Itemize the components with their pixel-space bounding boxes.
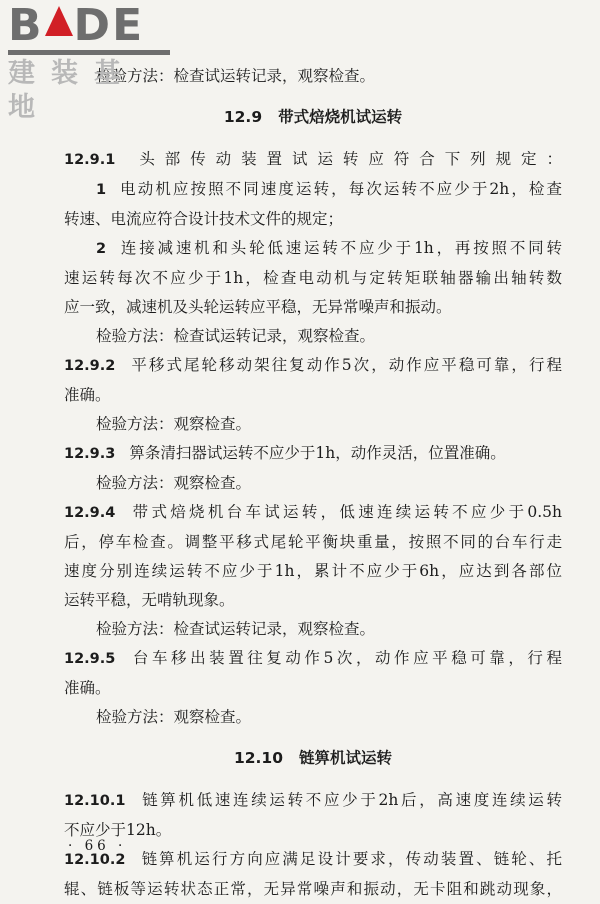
item-2-line-c: 应一致，减速机及头轮运转应平稳，无异常噪声和振动。 (64, 298, 452, 316)
clause-12-9-4-line-d: 运转平稳，无啃轨现象。 (64, 591, 235, 609)
item-2-line-b: 速运转每次不应少于1h，检查电动机与定转矩联轴器输出轴转数 (64, 269, 562, 287)
clause-12-10-1 (64, 786, 562, 816)
item-1-line-b: 转速、电流应符合设计技术文件的规定； (64, 210, 344, 228)
method-line-3: 检验方法：观察检查。 (96, 474, 252, 492)
method-line-0: 检验方法：检查试运转记录，观察检查。 (96, 67, 376, 85)
item-1-line-a (64, 175, 562, 205)
watermark-letters-de: DE (73, 0, 145, 51)
watermark-chevron-icon (45, 6, 73, 36)
clause-12-9-4-line-b: 后，停车检查。调整平移式尾轮平衡块重量，按照不同的台车行走 (64, 533, 562, 551)
item-text: 电动机应按照不同速度运转，每次运转不应少于2h，检查 (118, 180, 562, 198)
clause-12-9-3 (64, 439, 562, 469)
method-line-1: 检验方法：检查试运转记录，观察检查。 (96, 327, 376, 345)
watermark-latin-text (8, 0, 178, 51)
clause-text: 台车移出装置往复动作5次，动作应平稳可靠，行程 (129, 649, 562, 667)
clause-number: 12.9.2 (64, 358, 116, 374)
section-title: 链箅机试运转 (299, 749, 393, 767)
clause-12-9-5 (64, 644, 562, 674)
clause-number: 12.9.1 (64, 152, 116, 168)
clause-12-9-4-line-c: 速度分别连续运转不应少于1h，累计不应少于6h，应达到各部位 (64, 562, 562, 580)
clause-number: 12.10.2 (64, 852, 126, 868)
clause-12-9-2 (64, 351, 562, 381)
bade-watermark-logo (8, 0, 178, 125)
item-2-line-a (64, 234, 562, 264)
method-line-2: 检验方法：观察检查。 (96, 415, 252, 433)
clause-number: 12.9.5 (64, 651, 116, 667)
clause-text: 头部传动装置试运转应符合下列规定： (129, 150, 562, 168)
section-number: 12.10 (233, 749, 283, 767)
method-line-4: 检验方法：检查试运转记录，观察检查。 (96, 620, 376, 638)
item-number: 1 (96, 182, 107, 198)
section-title: 带式焙烧机试运转 (278, 108, 403, 126)
clause-number: 12.10.1 (64, 793, 126, 809)
clause-text: 带式焙烧机台车试运转，低速连续运转不应少于0.5h (129, 503, 562, 521)
item-number: 2 (96, 241, 107, 257)
clause-12-10-1-cont: 不应少于12h。 (64, 821, 172, 839)
section-number: 12.9 (223, 108, 263, 126)
item-text: 连接减速机和头轮低速运转不应少于1h，再按照不同转 (118, 239, 562, 257)
clause-12-10-2 (64, 845, 562, 875)
clause-number: 12.9.3 (64, 446, 116, 462)
watermark-cjk-text: 建装基地 (8, 58, 137, 123)
clause-text: 箅条清扫器试运转不应少于1h，动作灵活，位置准确。 (129, 444, 506, 462)
clause-12-10-2-line-b: 辊、链板等运转状态正常，无异常噪声和振动，无卡阻和跳动现象， (64, 880, 562, 898)
clause-12-9-2-cont: 准确。 (64, 386, 111, 404)
watermark-letter-b: B (8, 0, 44, 51)
method-line-5: 检验方法：观察检查。 (96, 708, 252, 726)
clause-12-9-1 (64, 145, 562, 175)
page-number: · 66 · (68, 838, 127, 854)
clause-text: 链箅机运行方向应满足设计要求，传动装置、链轮、托 (139, 850, 562, 868)
clause-text: 链箅机低速连续运转不应少于2h后，高速度连续运转 (139, 791, 562, 809)
clause-12-9-5-cont: 准确。 (64, 679, 111, 697)
section-heading-12-10 (64, 744, 562, 773)
clause-12-9-4 (64, 498, 562, 528)
clause-text: 平移式尾轮移动架往复动作5次，动作应平稳可靠，行程 (129, 356, 562, 374)
clause-number: 12.9.4 (64, 505, 116, 521)
document-page (64, 62, 562, 904)
